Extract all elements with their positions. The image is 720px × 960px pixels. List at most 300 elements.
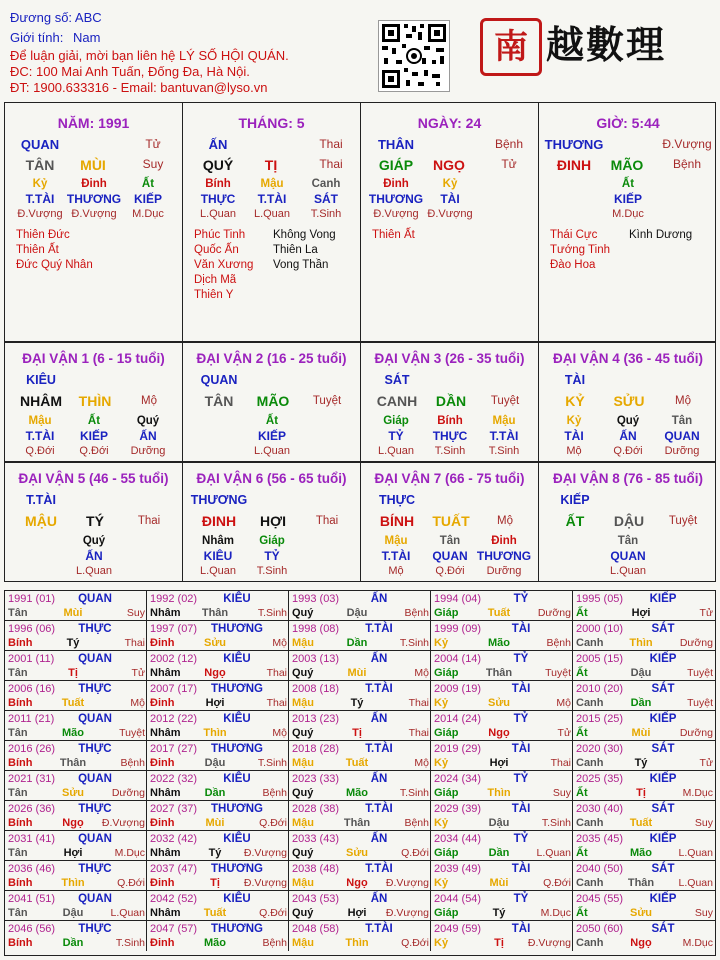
hidden-ten-god: T.TÀI bbox=[257, 192, 287, 206]
dai-van-hidden-stem: Đinh bbox=[491, 535, 517, 547]
dai-van-hidden-stem: Ất bbox=[265, 415, 279, 427]
star-left: Thiên Đức bbox=[16, 229, 70, 241]
year-stem: Giáp bbox=[434, 847, 459, 859]
year-ten-god: SÁT bbox=[651, 863, 675, 875]
year-branch: Tuất bbox=[345, 757, 369, 769]
year-stage: Tử bbox=[131, 667, 145, 679]
dai-van-hidden-stage: Q.Đới bbox=[613, 445, 643, 457]
year-label: 2046 (56) bbox=[8, 923, 56, 935]
year-stage: Mộ bbox=[414, 757, 429, 769]
year-branch: Thân bbox=[343, 817, 371, 829]
year-stem: Bính bbox=[8, 697, 33, 709]
year-ten-god: ẤN bbox=[370, 833, 388, 845]
year-cell bbox=[289, 741, 431, 771]
hidden-ten-god: THƯƠNG bbox=[66, 192, 122, 206]
year-ten-god: TỶ bbox=[513, 653, 529, 665]
year-branch: Dần bbox=[630, 697, 652, 709]
year-branch: Hợi bbox=[205, 697, 225, 709]
year-ten-god: TÀI bbox=[511, 803, 531, 815]
year-stage: Thai bbox=[408, 727, 429, 739]
year-stage: L.Quan bbox=[110, 907, 145, 919]
year-ten-god: ẤN bbox=[370, 893, 388, 905]
year-label: 1995 (05) bbox=[576, 593, 624, 605]
hidden-stem: Mậu bbox=[260, 178, 284, 190]
year-label: 2025 (35) bbox=[576, 773, 624, 785]
gender-value: Nam bbox=[72, 30, 101, 45]
year-ten-god: QUAN bbox=[78, 653, 112, 665]
year-ten-god: KIÊU bbox=[223, 833, 251, 845]
dai-van-branch: DẬU bbox=[613, 513, 645, 529]
dai-van-hidden-stem: Quý bbox=[616, 415, 640, 427]
year-label: 2037 (47) bbox=[150, 863, 198, 875]
year-stem: Quý bbox=[292, 907, 314, 919]
year-stage: Dưỡng bbox=[679, 727, 713, 739]
year-stage: Thai bbox=[266, 667, 287, 679]
year-ten-god: THỰC bbox=[78, 863, 112, 875]
year-label: 1996 (06) bbox=[8, 623, 56, 635]
year-stage: Tử bbox=[557, 727, 571, 739]
year-label: 2008 (18) bbox=[292, 683, 340, 695]
year-cell bbox=[289, 891, 431, 921]
year-stem: Giáp bbox=[434, 667, 459, 679]
gender-line bbox=[10, 30, 100, 45]
year-ten-god: TÀI bbox=[511, 923, 531, 935]
year-label: 2029 (39) bbox=[434, 803, 482, 815]
dai-van-ten-god: KIÊU bbox=[26, 373, 56, 387]
year-branch: Ngọ bbox=[62, 817, 84, 829]
dai-van-hidden-stage: L.Quan bbox=[377, 445, 415, 457]
year-ten-god: ẤN bbox=[370, 653, 388, 665]
pillar-stem: TÂN bbox=[25, 157, 55, 173]
year-label: 2003 (13) bbox=[292, 653, 340, 665]
hidden-ten-god: THƯƠNG bbox=[368, 192, 424, 206]
year-cell bbox=[573, 771, 715, 801]
dai-van-hidden-stage: Mộ bbox=[388, 565, 404, 577]
dai-van-hidden-stage: L.Quan bbox=[609, 565, 647, 577]
dai-van-stage: Mộ bbox=[141, 395, 157, 407]
year-stem: Ất bbox=[576, 907, 588, 919]
year-ten-god: ẤN bbox=[370, 713, 388, 725]
year-cell bbox=[5, 771, 147, 801]
dai-van-hidden-god: QUAN bbox=[664, 429, 700, 443]
year-stem: Kỷ bbox=[434, 817, 449, 829]
year-stage: L.Quan bbox=[536, 847, 571, 859]
year-stem: Đinh bbox=[150, 697, 175, 709]
year-label: 2041 (51) bbox=[8, 893, 56, 905]
dai-van-hidden-stage: Dưỡng bbox=[664, 445, 700, 457]
dai-van-branch: MÃO bbox=[256, 393, 290, 409]
year-label: 2017 (27) bbox=[150, 743, 198, 755]
dai-van-branch: THÌN bbox=[78, 393, 112, 409]
year-label: 2019 (29) bbox=[434, 743, 482, 755]
year-label: 1998 (08) bbox=[292, 623, 340, 635]
year-ten-god: KIẾP bbox=[649, 713, 677, 725]
year-ten-god: TỶ bbox=[513, 713, 529, 725]
year-cell bbox=[573, 831, 715, 861]
year-cell bbox=[5, 801, 147, 831]
pillar-ten-god: ẤN bbox=[208, 137, 228, 152]
year-cell bbox=[573, 621, 715, 651]
year-stem: Đinh bbox=[150, 817, 175, 829]
year-cell bbox=[147, 681, 289, 711]
year-label: 2004 (14) bbox=[434, 653, 482, 665]
year-label: 2040 (50) bbox=[576, 863, 624, 875]
year-stage: Bệnh bbox=[546, 637, 571, 649]
year-stem: Bính bbox=[8, 637, 33, 649]
year-stage: Bệnh bbox=[120, 757, 145, 769]
hidden-stage: T.Sinh bbox=[310, 208, 342, 220]
year-branch: Tị bbox=[68, 667, 78, 679]
dai-van-branch: HỢI bbox=[260, 513, 286, 529]
year-cell bbox=[431, 921, 573, 951]
year-stem: Canh bbox=[576, 697, 604, 709]
year-stem: Nhâm bbox=[150, 847, 181, 859]
dai-van-hidden-stem: Tân bbox=[617, 535, 639, 547]
year-ten-god: KIẾP bbox=[649, 773, 677, 785]
hidden-stem: Kỷ bbox=[32, 178, 48, 190]
pillar-branch: TỊ bbox=[264, 157, 278, 173]
star-left: Phúc Tinh bbox=[194, 229, 246, 241]
year-label: 1997 (07) bbox=[150, 623, 198, 635]
dai-van-title: ĐẠI VẬN 8 (76 - 85 tuổi) bbox=[552, 471, 704, 486]
year-cell bbox=[5, 921, 147, 951]
year-stem: Mậu bbox=[292, 877, 314, 889]
dai-van-stem: MẬU bbox=[25, 513, 57, 529]
star-left: Đào Hoa bbox=[550, 259, 596, 271]
year-label: 1991 (01) bbox=[8, 593, 56, 605]
dai-van-6 bbox=[183, 463, 361, 581]
dai-van-ten-god: KIẾP bbox=[560, 493, 590, 507]
year-label: 2027 (37) bbox=[150, 803, 198, 815]
year-label: 2000 (10) bbox=[576, 623, 624, 635]
year-stem: Canh bbox=[576, 757, 604, 769]
year-cell bbox=[573, 681, 715, 711]
dai-van-ten-god: SÁT bbox=[384, 373, 410, 387]
year-branch: Tý bbox=[208, 847, 222, 859]
year-cell bbox=[573, 741, 715, 771]
year-stage: Bệnh bbox=[404, 817, 429, 829]
year-stem: Kỷ bbox=[434, 877, 449, 889]
year-label: 2047 (57) bbox=[150, 923, 198, 935]
year-cell bbox=[573, 651, 715, 681]
year-stage: Mộ bbox=[414, 667, 429, 679]
year-stem: Tân bbox=[8, 667, 28, 679]
year-stem: Ất bbox=[576, 847, 588, 859]
dai-van-title: ĐẠI VẬN 7 (66 - 75 tuổi) bbox=[374, 471, 525, 486]
pillar-1 bbox=[5, 103, 183, 341]
star-right: Không Vong bbox=[273, 229, 336, 241]
year-stem: Mậu bbox=[292, 637, 314, 649]
pillar-4 bbox=[539, 103, 717, 341]
pillar-ten-god: THÂN bbox=[377, 137, 415, 152]
hidden-stage: L.Quan bbox=[253, 208, 291, 220]
dai-van-hidden-stage: T.Sinh bbox=[256, 565, 288, 577]
year-cell bbox=[147, 651, 289, 681]
year-stem: Canh bbox=[576, 877, 604, 889]
year-ten-god: KIÊU bbox=[223, 893, 251, 905]
year-stem: Bính bbox=[8, 817, 33, 829]
year-ten-god: THƯƠNG bbox=[211, 803, 263, 815]
star-left: Thiên Y bbox=[194, 289, 234, 301]
year-cell bbox=[289, 801, 431, 831]
dai-van-hidden-stage: L.Quan bbox=[75, 565, 113, 577]
year-stem: Đinh bbox=[150, 937, 175, 949]
dai-van-hidden-stem: Giáp bbox=[259, 535, 285, 547]
year-stem: Kỷ bbox=[434, 697, 449, 709]
year-stem: Mậu bbox=[292, 817, 314, 829]
dai-van-hidden-god: QUAN bbox=[610, 549, 646, 563]
dai-van-hidden-god: TỶ bbox=[388, 429, 404, 443]
year-cell bbox=[5, 711, 147, 741]
dai-van-hidden-stem: Mậu bbox=[384, 535, 408, 547]
pillar-stage: Tử bbox=[145, 137, 161, 151]
year-cell bbox=[289, 591, 431, 621]
year-cell bbox=[289, 921, 431, 951]
year-label: 2033 (43) bbox=[292, 833, 340, 845]
year-branch: Mùi bbox=[347, 667, 367, 679]
dai-van-hidden-god: T.TÀI bbox=[25, 429, 55, 443]
year-branch: Mão bbox=[204, 937, 226, 949]
year-branch: Thân bbox=[201, 607, 229, 619]
year-stage: M.Dục bbox=[540, 907, 571, 919]
year-stage: T.Sinh bbox=[257, 607, 287, 619]
year-stage: Tuyệt bbox=[119, 727, 145, 739]
dai-van-stem: CANH bbox=[376, 393, 418, 409]
year-stage: Đ.Vượng bbox=[101, 817, 145, 829]
year-branch: Mùi bbox=[205, 817, 225, 829]
year-cell bbox=[147, 711, 289, 741]
year-branch: Ngọ bbox=[488, 727, 510, 739]
year-stage: Q.Đới bbox=[117, 877, 145, 889]
dai-van-hidden-god: TỶ bbox=[264, 549, 280, 563]
year-branch: Tuất bbox=[629, 817, 653, 829]
dai-van-hidden-stage: Q.Đới bbox=[435, 565, 465, 577]
year-stem: Giáp bbox=[434, 607, 459, 619]
year-cell bbox=[573, 891, 715, 921]
dai-van-stage: Mộ bbox=[497, 515, 513, 527]
year-label: 2044 (54) bbox=[434, 893, 482, 905]
pillar-title: GIỜ: 5:44 bbox=[596, 115, 660, 131]
year-branch: Tị bbox=[494, 937, 504, 949]
year-ten-god: THỰC bbox=[78, 923, 112, 935]
year-ten-god: ẤN bbox=[370, 593, 388, 605]
year-stage: Đ.Vượng bbox=[243, 847, 287, 859]
dai-van-3 bbox=[361, 343, 539, 461]
year-stem: Kỷ bbox=[434, 757, 449, 769]
year-stem: Tân bbox=[8, 907, 28, 919]
dai-van-hidden-god: T.TÀI bbox=[381, 549, 411, 563]
year-branch: Dậu bbox=[630, 667, 652, 679]
pillar-stem: GIÁP bbox=[378, 157, 414, 173]
hidden-stage: Đ.Vượng bbox=[17, 208, 63, 220]
year-branch: Mão bbox=[630, 847, 652, 859]
year-ten-god: THỰC bbox=[78, 803, 112, 815]
year-label: 2038 (48) bbox=[292, 863, 340, 875]
qr-code-icon bbox=[378, 20, 450, 92]
year-cell bbox=[147, 861, 289, 891]
pillar-branch: NGỌ bbox=[433, 157, 465, 173]
dai-van-ten-god: THƯƠNG bbox=[190, 493, 248, 507]
dai-van-stem: ĐINH bbox=[201, 513, 237, 529]
dai-van-title: ĐẠI VẬN 6 (56 - 65 tuổi) bbox=[196, 471, 347, 486]
year-cell bbox=[289, 651, 431, 681]
year-stem: Bính bbox=[8, 757, 33, 769]
dai-van-row-2 bbox=[4, 462, 716, 582]
year-branch: Mùi bbox=[63, 607, 83, 619]
year-branch: Dần bbox=[204, 787, 226, 799]
year-label: 2034 (44) bbox=[434, 833, 482, 845]
gender-label: Giới tính: bbox=[10, 30, 64, 45]
year-stem: Giáp bbox=[434, 727, 459, 739]
year-stage: Q.Đới bbox=[543, 877, 571, 889]
year-label: 2002 (12) bbox=[150, 653, 198, 665]
dai-van-hidden-stem: Tân bbox=[671, 415, 693, 427]
year-stem: Bính bbox=[8, 937, 33, 949]
year-cell bbox=[289, 681, 431, 711]
year-label: 2009 (19) bbox=[434, 683, 482, 695]
year-label: 2024 (34) bbox=[434, 773, 482, 785]
year-stem: Tân bbox=[8, 847, 28, 859]
hidden-stage: Đ.Vượng bbox=[427, 208, 473, 220]
year-branch: Dậu bbox=[488, 817, 510, 829]
dai-van-hidden-stage: T.Sinh bbox=[488, 445, 520, 457]
year-ten-god: SÁT bbox=[651, 683, 675, 695]
owner-name: Đương số: ABC bbox=[10, 10, 102, 25]
star-left: Đức Quý Nhân bbox=[16, 259, 93, 271]
year-stem: Nhâm bbox=[150, 727, 181, 739]
year-label: 2010 (20) bbox=[576, 683, 624, 695]
year-cell bbox=[573, 591, 715, 621]
year-ten-god: THƯƠNG bbox=[211, 863, 263, 875]
dai-van-hidden-god: KIẾP bbox=[79, 429, 108, 443]
hidden-ten-god: TÀI bbox=[440, 192, 460, 206]
year-stem: Ất bbox=[576, 727, 588, 739]
dai-van-hidden-stem: Quý bbox=[136, 415, 160, 427]
hidden-stage: L.Quan bbox=[199, 208, 237, 220]
pillar-branch: MÙI bbox=[80, 157, 106, 173]
year-stem: Đinh bbox=[150, 877, 175, 889]
dai-van-ten-god: QUAN bbox=[200, 373, 238, 387]
pillar-stem: QUÝ bbox=[202, 157, 234, 173]
year-ten-god: THƯƠNG bbox=[211, 683, 263, 695]
year-branch: Dậu bbox=[204, 757, 226, 769]
year-stem: Ất bbox=[576, 607, 588, 619]
year-stage: Q.Đới bbox=[401, 847, 429, 859]
year-stage: Thai bbox=[550, 757, 571, 769]
year-stage: L.Quan bbox=[678, 877, 713, 889]
year-branch: Ngọ bbox=[630, 937, 652, 949]
year-label: 2005 (15) bbox=[576, 653, 624, 665]
year-cell bbox=[147, 741, 289, 771]
year-branch: Tý bbox=[66, 637, 80, 649]
dai-van-branch: DẦN bbox=[435, 393, 467, 409]
year-label: 2006 (16) bbox=[8, 683, 56, 695]
year-label: 2028 (38) bbox=[292, 803, 340, 815]
dai-van-title: ĐẠI VẬN 3 (26 - 35 tuổi) bbox=[374, 351, 525, 366]
year-stage: Tuyệt bbox=[687, 667, 713, 679]
year-label: 2049 (59) bbox=[434, 923, 482, 935]
pillar-stage-2: Thai bbox=[319, 157, 343, 171]
year-ten-god: T.TÀI bbox=[365, 923, 393, 935]
year-ten-god: THƯƠNG bbox=[211, 923, 263, 935]
dai-van-hidden-god: ẤN bbox=[139, 429, 157, 443]
year-branch: Thân bbox=[627, 877, 655, 889]
year-stem: Đinh bbox=[150, 637, 175, 649]
year-cell bbox=[431, 861, 573, 891]
dai-van-hidden-stem: Kỷ bbox=[566, 415, 582, 427]
dai-van-branch: TÝ bbox=[86, 513, 104, 529]
pillar-title: NĂM: 1991 bbox=[57, 115, 130, 131]
year-ten-god: SÁT bbox=[651, 623, 675, 635]
year-stage: Tuyệt bbox=[545, 667, 571, 679]
year-ten-god: TÀI bbox=[511, 743, 531, 755]
year-cell bbox=[5, 891, 147, 921]
phone-email-line: ĐT: 1900.633316 - Email: bantuvan@lyso.vn bbox=[10, 80, 268, 95]
star-left: Thái Cực bbox=[550, 229, 598, 241]
star-left: Quốc Ấn bbox=[194, 244, 239, 256]
year-ten-god: KIÊU bbox=[223, 713, 251, 725]
year-ten-god: TỶ bbox=[513, 593, 529, 605]
year-stage: Dưỡng bbox=[111, 787, 145, 799]
dai-van-hidden-stem: Mậu bbox=[28, 415, 52, 427]
year-stage: Đ.Vượng bbox=[527, 937, 571, 949]
year-label: 2016 (26) bbox=[8, 743, 56, 755]
year-cell bbox=[431, 591, 573, 621]
dai-van-hidden-god: QUAN bbox=[432, 549, 468, 563]
year-stem: Tân bbox=[8, 787, 28, 799]
pillar-stage: Bệnh bbox=[494, 137, 524, 151]
year-stage: Suy bbox=[694, 907, 713, 919]
red-seal-logo: 南 bbox=[480, 18, 542, 76]
pillar-2 bbox=[183, 103, 361, 341]
year-branch: Tuất bbox=[203, 907, 227, 919]
dai-van-4 bbox=[539, 343, 717, 461]
year-label: 2048 (58) bbox=[292, 923, 340, 935]
year-ten-god: KIÊU bbox=[223, 773, 251, 785]
year-stage: T.Sinh bbox=[399, 637, 429, 649]
dai-van-hidden-stage: T.Sinh bbox=[434, 445, 466, 457]
year-cell bbox=[573, 711, 715, 741]
year-cell bbox=[147, 771, 289, 801]
year-cell bbox=[573, 921, 715, 951]
year-stem: Nhâm bbox=[150, 667, 181, 679]
year-ten-god: T.TÀI bbox=[365, 623, 393, 635]
year-stem: Quý bbox=[292, 727, 314, 739]
year-stem: Nhâm bbox=[150, 787, 181, 799]
year-label: 2026 (36) bbox=[8, 803, 56, 815]
dai-van-title: ĐẠI VẬN 4 (36 - 45 tuổi) bbox=[552, 351, 704, 366]
dai-van-hidden-god: THƯƠNG bbox=[476, 549, 532, 563]
pillar-title: NGÀY: 24 bbox=[417, 115, 482, 131]
contact-line: Để luận giải, mời bạn liên hệ LÝ SỐ HỘI QUÁN. bbox=[10, 48, 289, 63]
year-ten-god: THỰC bbox=[78, 743, 112, 755]
dai-van-hidden-god: KIÊU bbox=[203, 549, 233, 563]
year-branch: Tuất bbox=[61, 697, 85, 709]
year-ten-god: THƯƠNG bbox=[211, 743, 263, 755]
pillar-stage-2: Suy bbox=[142, 157, 164, 171]
year-ten-god: T.TÀI bbox=[365, 863, 393, 875]
year-stem: Quý bbox=[292, 787, 314, 799]
year-branch: Hợi bbox=[631, 607, 651, 619]
dai-van-stem: TÂN bbox=[204, 393, 234, 409]
year-label: 2022 (32) bbox=[150, 773, 198, 785]
year-ten-god: QUAN bbox=[78, 833, 112, 845]
year-label: 2023 (33) bbox=[292, 773, 340, 785]
year-branch: Ngọ bbox=[204, 667, 226, 679]
year-cell bbox=[5, 651, 147, 681]
year-branch: Tý bbox=[492, 907, 506, 919]
year-cell bbox=[431, 711, 573, 741]
